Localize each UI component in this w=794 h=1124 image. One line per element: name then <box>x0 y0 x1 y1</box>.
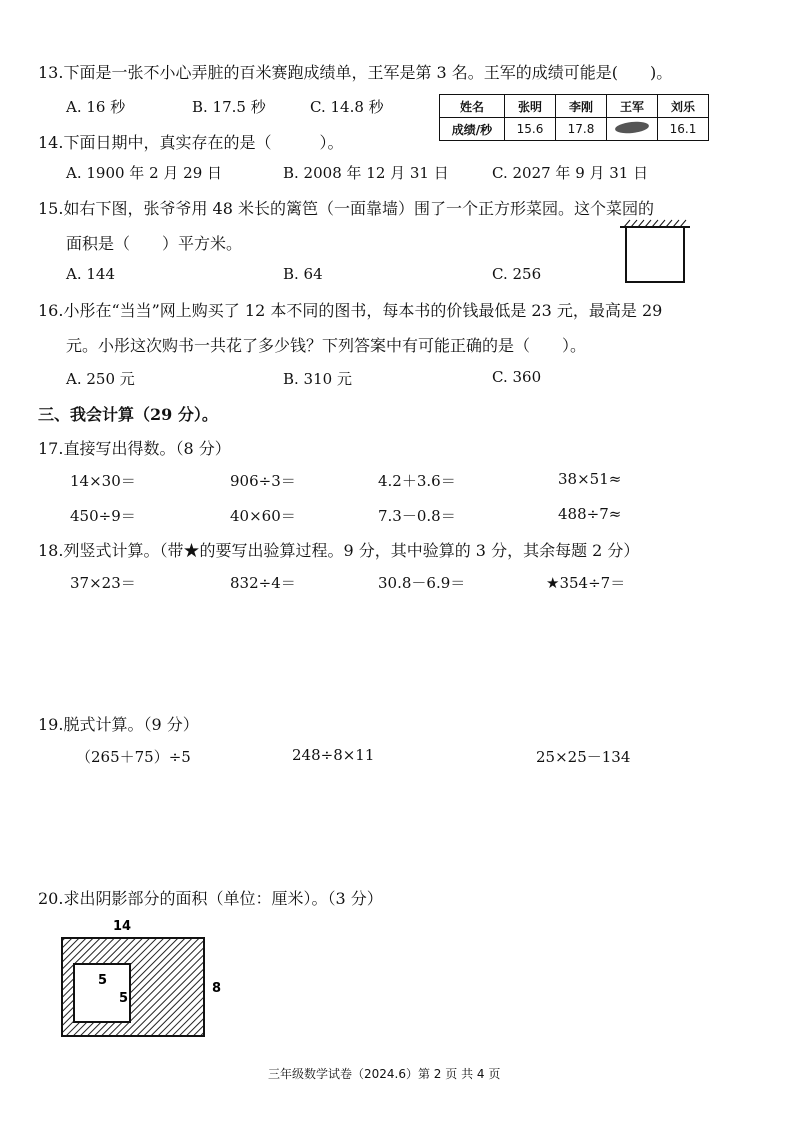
q15-option-b: B. 64 <box>283 265 323 283</box>
q19-title: 19.脱式计算。（9 分） <box>38 715 199 734</box>
ink-smudge-icon <box>615 120 650 134</box>
q17-item-2: 906÷3＝ <box>230 472 296 490</box>
q19-item-1: （265＋75）÷5 <box>76 748 191 766</box>
shaded-area-diagram <box>58 916 238 1046</box>
q17-item-4: 38×51≈ <box>558 470 622 488</box>
table-header-name: 姓名 <box>440 95 505 118</box>
page-footer: 三年级数学试卷（2024.6）第 2 页 共 4 页 <box>268 1067 501 1081</box>
q15-text-line1: 15.如右下图，张爷爷用 48 米长的篱笆（一面靠墙）围了一个正方形菜园。这个菜园的 <box>38 199 654 218</box>
score-table <box>439 94 709 141</box>
q14-option-b: B. 2008 年 12 月 31 日 <box>283 164 449 182</box>
q20-title: 20.求出阴影部分的面积（单位：厘米）。（3 分） <box>38 889 383 908</box>
q16-option-b: B. 310 元 <box>283 370 352 388</box>
label-square-height: 5 <box>119 991 129 1006</box>
table-header-wangjun: 王军 <box>607 95 658 118</box>
label-height: 8 <box>212 981 222 996</box>
label-square-width: 5 <box>98 973 108 988</box>
q18-title: 18.列竖式计算。（带★的要写出验算过程。9 分，其中验算的 3 分，其余每题 2 分） <box>38 541 640 560</box>
q15-option-c: C. 256 <box>492 265 542 283</box>
q15-option-a: A. 144 <box>66 265 115 283</box>
q14-option-a: A. 1900 年 2 月 29 日 <box>66 164 223 182</box>
q16-option-a: A. 250 元 <box>66 370 135 388</box>
label-width: 14 <box>113 919 132 934</box>
q18-item-2: 832÷4＝ <box>230 574 296 592</box>
q18-item-3: 30.8－6.9＝ <box>378 574 466 592</box>
section-3-title: 三、我会计算（29 分）。 <box>38 405 218 424</box>
fence-square <box>626 227 684 282</box>
q14-option-c: C. 2027 年 9 月 31 日 <box>492 164 649 182</box>
score-ligang: 17.8 <box>556 118 607 141</box>
table-header-ligang: 李刚 <box>556 95 607 118</box>
q15-text-line2: 面积是（ ）平方米。 <box>66 234 243 253</box>
q16-text-line1: 16.小彤在“当当”网上购买了 12 本不同的图书，每本书的价钱最低是 23 元，最高是 29 <box>38 301 663 320</box>
q18-item-4: ★354÷7＝ <box>546 574 626 592</box>
score-wangjun-smudge <box>607 118 658 141</box>
q17-item-5: 450÷9＝ <box>70 507 136 525</box>
score-liule: 16.1 <box>658 118 709 141</box>
q13-option-c: C. 14.8 秒 <box>310 98 384 116</box>
score-zhangming: 15.6 <box>505 118 556 141</box>
table-header-zhangming: 张明 <box>505 95 556 118</box>
q19-item-2: 248÷8×11 <box>292 746 375 764</box>
table-header-liule: 刘乐 <box>658 95 709 118</box>
q13-option-b: B. 17.5 秒 <box>192 98 266 116</box>
q13-option-a: A. 16 秒 <box>66 98 126 116</box>
q14-text: 14.下面日期中，真实存在的是（ ）。 <box>38 133 344 152</box>
q17-item-7: 7.3－0.8＝ <box>378 507 456 525</box>
q18-item-1: 37×23＝ <box>70 574 136 592</box>
q17-item-1: 14×30＝ <box>70 472 136 490</box>
q13-text: 13.下面是一张不小心弄脏的百米赛跑成绩单，王军是第 3 名。王军的成绩可能是( )。 <box>38 63 673 82</box>
table-row-label: 成绩/秒 <box>440 118 505 141</box>
q17-item-8: 488÷7≈ <box>558 505 622 523</box>
q16-text-line2: 元。小彤这次购书一共花了多少钱？下列答案中有可能正确的是（ ）。 <box>66 336 587 355</box>
q17-title: 17.直接写出得数。（8 分） <box>38 439 231 458</box>
wall-hatch <box>620 220 690 227</box>
q19-item-3: 25×25－134 <box>536 748 631 766</box>
q17-item-3: 4.2＋3.6＝ <box>378 472 456 490</box>
q17-item-6: 40×60＝ <box>230 507 296 525</box>
garden-diagram <box>618 218 692 286</box>
q16-option-c: C. 360 <box>492 368 542 386</box>
